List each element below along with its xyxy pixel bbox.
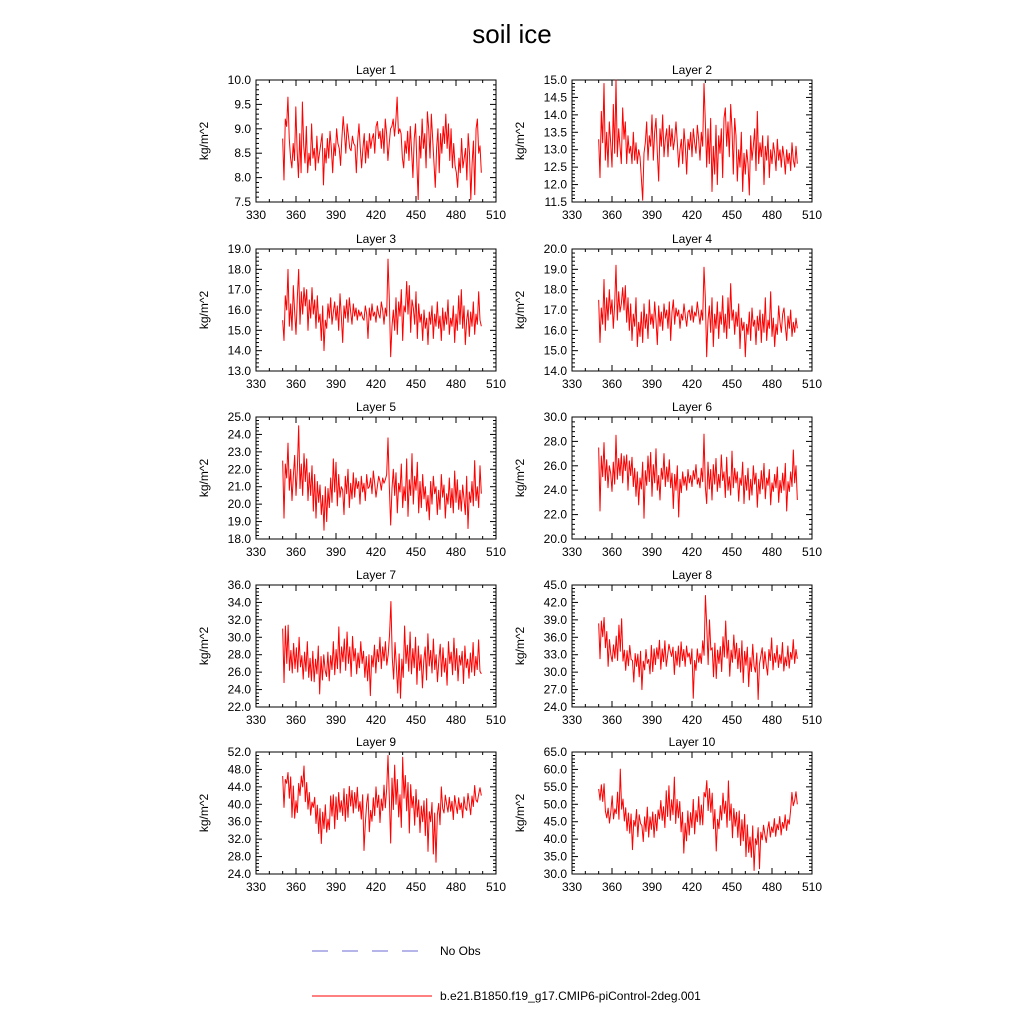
x-tick-label: 510 (801, 208, 823, 222)
plot-frame (256, 585, 496, 707)
x-tick-label: 390 (641, 208, 663, 222)
x-tick-label: 390 (641, 377, 663, 391)
chart-panel-layer-10 (513, 735, 822, 894)
x-tick-label: 480 (761, 545, 783, 559)
series-line (283, 426, 482, 531)
y-tick-label: 9.5 (234, 97, 251, 112)
y-tick-label: 15.0 (543, 343, 567, 358)
x-tick-label: 330 (561, 377, 583, 391)
legend (312, 944, 701, 1003)
x-tick-label: 360 (601, 545, 623, 559)
y-tick-label: 26.0 (543, 458, 567, 473)
chart-panel-layer-5 (197, 400, 506, 559)
x-tick-label: 480 (445, 713, 467, 727)
y-tick-label: 40.0 (227, 797, 251, 812)
y-tick-label: 21.0 (227, 479, 251, 494)
y-axis-label: kg/m^2 (197, 458, 211, 498)
x-tick-label: 450 (405, 377, 427, 391)
y-tick-label: 13.0 (227, 364, 251, 378)
y-axis-label: kg/m^2 (513, 290, 527, 330)
x-tick-label: 360 (285, 377, 307, 391)
y-tick-label: 20.0 (227, 497, 251, 512)
y-tick-label: 50.0 (543, 797, 567, 812)
x-tick-label: 390 (641, 545, 663, 559)
y-axis-label: kg/m^2 (197, 626, 211, 666)
x-tick-label: 420 (365, 545, 387, 559)
y-tick-label: 24.0 (227, 427, 251, 442)
y-tick-label: 52.0 (227, 745, 251, 759)
x-tick-label: 360 (601, 208, 623, 222)
y-axis-label: kg/m^2 (513, 121, 527, 161)
y-tick-label: 32.0 (227, 612, 251, 627)
y-tick-label: 10.0 (227, 73, 251, 87)
y-tick-label: 9.0 (234, 121, 251, 136)
x-tick-label: 480 (761, 880, 783, 894)
chart-panel-layer-6 (513, 400, 822, 559)
y-tick-label: 19.0 (227, 514, 251, 529)
y-tick-label: 24.0 (543, 483, 567, 498)
y-tick-label: 12.5 (543, 160, 567, 175)
y-tick-label: 24.0 (227, 682, 251, 697)
y-axis-label: kg/m^2 (197, 793, 211, 833)
y-tick-label: 22.0 (543, 507, 567, 522)
y-tick-label: 65.0 (543, 745, 567, 759)
chart-panel-layer-7 (197, 568, 506, 727)
plot-frame (256, 417, 496, 539)
x-tick-label: 450 (721, 713, 743, 727)
x-tick-label: 510 (485, 713, 507, 727)
panel-title: Layer 4 (671, 232, 713, 246)
y-tick-label: 14.0 (543, 364, 567, 378)
y-tick-label: 24.0 (227, 867, 251, 881)
x-tick-label: 510 (485, 377, 507, 391)
x-tick-label: 360 (285, 208, 307, 222)
x-tick-label: 330 (245, 377, 267, 391)
x-tick-label: 480 (761, 377, 783, 391)
y-tick-label: 36.0 (227, 578, 251, 592)
panel-title: Layer 7 (355, 568, 397, 582)
x-tick-label: 450 (405, 713, 427, 727)
y-tick-label: 30.0 (543, 665, 567, 680)
x-tick-label: 420 (365, 713, 387, 727)
y-tick-label: 19.0 (543, 262, 567, 277)
x-tick-label: 510 (485, 208, 507, 222)
y-tick-label: 39.0 (543, 612, 567, 627)
y-tick-label: 45.0 (543, 578, 567, 592)
x-tick-label: 420 (681, 713, 703, 727)
plot-frame (256, 249, 496, 371)
panel-title: Layer 5 (355, 400, 397, 414)
x-tick-label: 390 (325, 208, 347, 222)
x-tick-label: 360 (601, 377, 623, 391)
y-tick-label: 60.0 (543, 762, 567, 777)
y-axis-label: kg/m^2 (197, 121, 211, 161)
y-tick-label: 18.0 (543, 282, 567, 297)
series-line (599, 769, 798, 870)
y-tick-label: 32.0 (227, 832, 251, 847)
y-tick-label: 40.0 (543, 832, 567, 847)
plot-frame (572, 585, 812, 707)
series-line (283, 755, 482, 862)
panel-title: Layer 1 (355, 63, 397, 77)
y-tick-label: 27.0 (543, 682, 567, 697)
x-tick-label: 510 (801, 377, 823, 391)
x-tick-label: 330 (561, 208, 583, 222)
y-tick-label: 28.0 (227, 849, 251, 864)
x-tick-label: 360 (601, 880, 623, 894)
x-tick-label: 510 (801, 880, 823, 894)
y-axis-label: kg/m^2 (197, 290, 211, 330)
y-tick-label: 30.0 (227, 630, 251, 645)
series-line (599, 265, 798, 357)
series-line (283, 259, 482, 357)
y-tick-label: 22.0 (227, 700, 251, 714)
y-tick-label: 35.0 (543, 849, 567, 864)
chart-panel-layer-1 (197, 63, 506, 222)
y-tick-label: 44.0 (227, 779, 251, 794)
x-tick-label: 330 (245, 880, 267, 894)
y-tick-label: 8.5 (234, 146, 251, 161)
y-tick-label: 36.0 (543, 630, 567, 645)
y-tick-label: 55.0 (543, 779, 567, 794)
y-tick-label: 14.0 (543, 107, 567, 122)
y-tick-label: 16.0 (543, 323, 567, 338)
x-tick-label: 360 (285, 713, 307, 727)
series-line (599, 595, 798, 699)
y-tick-label: 26.0 (227, 665, 251, 680)
x-tick-label: 510 (801, 713, 823, 727)
y-tick-label: 28.0 (543, 434, 567, 449)
x-tick-label: 420 (681, 208, 703, 222)
panel-title: Layer 6 (671, 400, 713, 414)
x-tick-label: 450 (721, 545, 743, 559)
y-tick-label: 17.0 (543, 303, 567, 317)
y-tick-label: 24.0 (543, 700, 567, 714)
x-tick-label: 330 (245, 545, 267, 559)
x-tick-label: 360 (285, 880, 307, 894)
x-tick-label: 450 (405, 880, 427, 894)
x-tick-label: 450 (405, 208, 427, 222)
y-tick-label: 48.0 (227, 762, 251, 777)
x-tick-label: 390 (641, 713, 663, 727)
y-tick-label: 11.5 (544, 195, 567, 209)
x-tick-label: 420 (681, 880, 703, 894)
y-tick-label: 42.0 (543, 595, 567, 610)
x-tick-label: 330 (245, 208, 267, 222)
x-tick-label: 390 (325, 713, 347, 727)
legend-label-2: b.e21.B1850.f19_g17.CMIP6-piControl-2deg.001 (440, 989, 701, 1003)
x-tick-label: 420 (365, 208, 387, 222)
panel-title: Layer 3 (355, 232, 397, 246)
plot-frame (256, 80, 496, 202)
y-tick-label: 15.0 (227, 323, 251, 338)
x-tick-label: 420 (681, 377, 703, 391)
x-tick-label: 480 (761, 208, 783, 222)
y-tick-label: 33.0 (543, 647, 567, 662)
y-tick-label: 36.0 (227, 814, 251, 829)
x-tick-label: 480 (445, 545, 467, 559)
x-tick-label: 480 (445, 880, 467, 894)
x-tick-label: 480 (445, 208, 467, 222)
x-tick-label: 450 (721, 880, 743, 894)
x-tick-label: 330 (561, 713, 583, 727)
series-line (599, 80, 798, 200)
panel-title: Layer 2 (671, 63, 713, 77)
x-tick-label: 360 (285, 545, 307, 559)
x-tick-label: 450 (721, 208, 743, 222)
y-tick-label: 16.0 (227, 303, 251, 317)
x-tick-label: 390 (325, 545, 347, 559)
x-tick-label: 480 (445, 377, 467, 391)
x-tick-label: 510 (801, 545, 823, 559)
y-tick-label: 8.0 (234, 170, 251, 185)
x-tick-label: 390 (325, 377, 347, 391)
y-tick-label: 28.0 (227, 647, 251, 662)
plot-frame (572, 752, 812, 874)
y-tick-label: 7.5 (234, 195, 251, 209)
y-tick-label: 23.0 (227, 444, 251, 459)
chart-panel-layer-4 (513, 232, 822, 391)
y-tick-label: 20.0 (543, 532, 567, 546)
x-tick-label: 390 (325, 880, 347, 894)
panels (197, 63, 822, 894)
y-tick-label: 30.0 (543, 867, 567, 881)
y-axis-label: kg/m^2 (513, 793, 527, 833)
chart-panel-layer-3 (197, 232, 506, 391)
x-tick-label: 420 (681, 545, 703, 559)
y-axis-label: kg/m^2 (513, 626, 527, 666)
y-tick-label: 17.0 (227, 282, 251, 297)
y-tick-label: 20.0 (543, 242, 567, 256)
x-tick-label: 510 (485, 545, 507, 559)
figure-title: soil ice (472, 19, 552, 49)
x-tick-label: 450 (721, 377, 743, 391)
x-tick-label: 330 (561, 545, 583, 559)
x-tick-label: 480 (761, 713, 783, 727)
series-line (283, 602, 482, 699)
y-tick-label: 12.0 (543, 177, 567, 192)
panel-title: Layer 9 (355, 735, 397, 749)
chart-panel-layer-8 (513, 568, 822, 727)
x-tick-label: 420 (365, 377, 387, 391)
y-tick-label: 15.0 (543, 73, 567, 87)
y-tick-label: 14.0 (227, 343, 251, 358)
y-tick-label: 45.0 (543, 814, 567, 829)
x-tick-label: 330 (561, 880, 583, 894)
y-tick-label: 18.0 (227, 262, 251, 277)
y-tick-label: 13.0 (543, 142, 567, 157)
y-tick-label: 19.0 (227, 242, 251, 256)
chart-panel-layer-9 (197, 735, 506, 894)
chart-panel-layer-2 (513, 63, 822, 222)
x-tick-label: 420 (365, 880, 387, 894)
x-tick-label: 450 (405, 545, 427, 559)
series-line (599, 434, 798, 518)
y-tick-label: 14.5 (543, 90, 567, 105)
legend-label-1: No Obs (440, 944, 481, 958)
panel-title: Layer 10 (668, 735, 716, 749)
y-tick-label: 30.0 (543, 410, 567, 424)
panel-title: Layer 8 (671, 568, 713, 582)
y-tick-label: 25.0 (227, 410, 251, 424)
y-axis-label: kg/m^2 (513, 458, 527, 498)
series-line (283, 97, 482, 199)
plot-frame (572, 80, 812, 202)
x-tick-label: 390 (641, 880, 663, 894)
y-tick-label: 34.0 (227, 595, 251, 610)
x-tick-label: 330 (245, 713, 267, 727)
x-tick-label: 360 (601, 713, 623, 727)
y-tick-label: 22.0 (227, 462, 251, 477)
y-tick-label: 13.5 (543, 125, 567, 140)
x-tick-label: 510 (485, 880, 507, 894)
y-tick-label: 18.0 (227, 532, 251, 546)
